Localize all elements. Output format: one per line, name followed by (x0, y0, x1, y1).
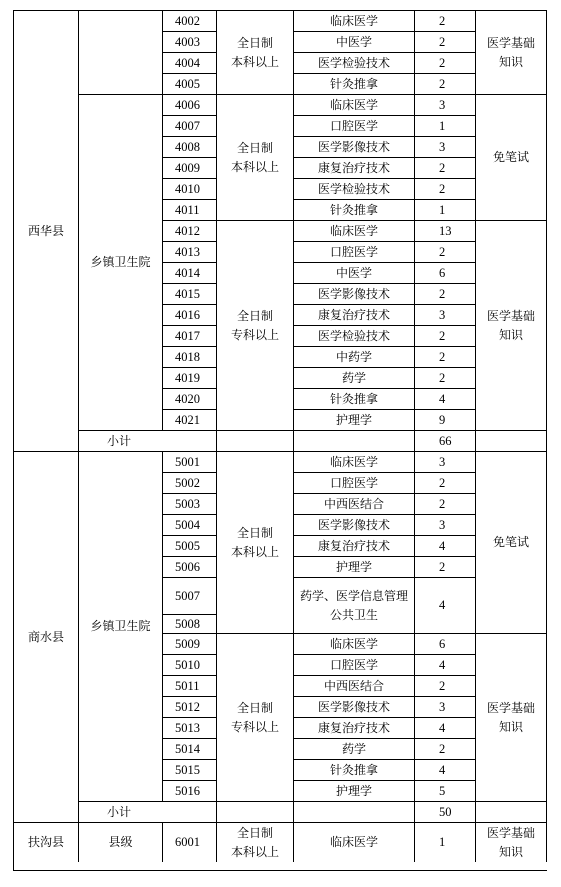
subtotal-label: 小计 (78, 801, 216, 822)
count-cell: 4 (414, 759, 475, 780)
post-code: 5002 (162, 472, 216, 493)
post-code: 5014 (162, 738, 216, 759)
major-cell: 口腔医学 (293, 115, 414, 136)
count-cell: 2 (414, 157, 475, 178)
major-cell: 临床医学 (293, 10, 414, 31)
post-code: 4016 (162, 304, 216, 325)
major-cell: 医学影像技术 (293, 283, 414, 304)
count-cell: 2 (414, 178, 475, 199)
major-cell: 药学、医学信息管理 公共卫生 (293, 577, 414, 633)
post-code: 5001 (162, 451, 216, 472)
count-cell: 2 (414, 10, 475, 31)
count-cell: 2 (414, 52, 475, 73)
education-cell: 全日制 本科以上 (216, 10, 293, 94)
major-cell: 临床医学 (293, 822, 414, 862)
count-cell: 2 (414, 241, 475, 262)
major-cell: 口腔医学 (293, 472, 414, 493)
education-cell: 全日制 本科以上 (216, 822, 293, 862)
major-cell: 口腔医学 (293, 654, 414, 675)
post-code: 4020 (162, 388, 216, 409)
education-cell: 全日制 专科以上 (216, 220, 293, 430)
subtotal-count: 50 (414, 801, 475, 822)
major-cell: 药学 (293, 367, 414, 388)
exam-cell: 医学基础 知识 (475, 822, 547, 862)
major-cell: 护理学 (293, 409, 414, 430)
exam-cell: 免笔试 (475, 94, 547, 220)
count-cell: 2 (414, 325, 475, 346)
major-cell: 临床医学 (293, 220, 414, 241)
post-code: 4010 (162, 178, 216, 199)
count-cell: 4 (414, 388, 475, 409)
post-code: 4019 (162, 367, 216, 388)
major-cell: 医学检验技术 (293, 325, 414, 346)
count-cell: 3 (414, 136, 475, 157)
post-code: 6001 (162, 822, 216, 862)
post-code: 5011 (162, 675, 216, 696)
count-cell: 9 (414, 409, 475, 430)
major-cell: 康复治疗技术 (293, 157, 414, 178)
count-cell: 4 (414, 577, 475, 633)
major-cell: 针灸推拿 (293, 73, 414, 94)
major-cell: 中药学 (293, 346, 414, 367)
count-cell: 2 (414, 367, 475, 388)
education-cell: 全日制 本科以上 (216, 451, 293, 633)
blank-cell (293, 430, 414, 451)
subtotal-count: 66 (414, 430, 475, 451)
count-cell: 4 (414, 535, 475, 556)
count-cell: 4 (414, 717, 475, 738)
major-cell: 医学影像技术 (293, 136, 414, 157)
post-code: 4014 (162, 262, 216, 283)
post-code: 5012 (162, 696, 216, 717)
count-cell: 1 (414, 115, 475, 136)
count-cell: 1 (414, 199, 475, 220)
major-cell: 中西医结合 (293, 675, 414, 696)
unit-cell: 乡镇卫生院 (78, 94, 162, 430)
major-cell: 中西医结合 (293, 493, 414, 514)
major-cell: 针灸推拿 (293, 388, 414, 409)
county-cell: 扶沟县 (13, 822, 78, 862)
post-code: 4015 (162, 283, 216, 304)
unit-cell: 乡镇卫生院 (78, 451, 162, 801)
count-cell: 2 (414, 31, 475, 52)
post-code: 4018 (162, 346, 216, 367)
post-code: 4004 (162, 52, 216, 73)
count-cell: 13 (414, 220, 475, 241)
count-cell: 3 (414, 94, 475, 115)
unit-cell: 县级 (78, 822, 162, 862)
major-cell: 针灸推拿 (293, 759, 414, 780)
post-code: 4002 (162, 10, 216, 31)
count-cell: 6 (414, 633, 475, 654)
major-cell: 康复治疗技术 (293, 717, 414, 738)
major-cell: 康复治疗技术 (293, 535, 414, 556)
blank-cell (216, 430, 293, 451)
count-cell: 2 (414, 346, 475, 367)
count-cell: 2 (414, 73, 475, 94)
post-code: 4011 (162, 199, 216, 220)
count-cell: 6 (414, 262, 475, 283)
exam-cell: 医学基础 知识 (475, 633, 547, 801)
blank-cell (216, 801, 293, 822)
major-cell: 中医学 (293, 262, 414, 283)
post-code: 5016 (162, 780, 216, 801)
major-cell: 医学影像技术 (293, 514, 414, 535)
major-cell: 医学检验技术 (293, 178, 414, 199)
county-cell: 商水县 (13, 451, 78, 822)
blank-cell (475, 430, 547, 451)
count-cell: 2 (414, 556, 475, 577)
post-code: 4017 (162, 325, 216, 346)
post-code: 5007 (162, 577, 216, 614)
major-cell: 医学影像技术 (293, 696, 414, 717)
count-cell: 2 (414, 493, 475, 514)
post-code: 5006 (162, 556, 216, 577)
table-left-border (13, 10, 14, 871)
post-code: 5010 (162, 654, 216, 675)
county-cell: 西华县 (13, 10, 78, 451)
count-cell: 1 (414, 822, 475, 862)
post-code: 4006 (162, 94, 216, 115)
post-code: 5003 (162, 493, 216, 514)
post-code: 5009 (162, 633, 216, 654)
post-code: 4008 (162, 136, 216, 157)
post-code: 5008 (162, 614, 216, 633)
post-code: 4003 (162, 31, 216, 52)
major-cell: 康复治疗技术 (293, 304, 414, 325)
count-cell: 2 (414, 675, 475, 696)
major-cell: 针灸推拿 (293, 199, 414, 220)
count-cell: 3 (414, 514, 475, 535)
major-cell: 临床医学 (293, 633, 414, 654)
post-code: 5004 (162, 514, 216, 535)
blank-cell (293, 801, 414, 822)
exam-cell: 免笔试 (475, 451, 547, 633)
count-cell: 3 (414, 451, 475, 472)
post-code: 4007 (162, 115, 216, 136)
post-code: 5005 (162, 535, 216, 556)
blank-cell (475, 801, 547, 822)
unit-cell (78, 10, 162, 94)
major-cell: 护理学 (293, 556, 414, 577)
table-bottom-border (13, 870, 547, 871)
major-cell: 中医学 (293, 31, 414, 52)
count-cell: 2 (414, 738, 475, 759)
post-code: 5013 (162, 717, 216, 738)
count-cell: 2 (414, 472, 475, 493)
count-cell: 3 (414, 304, 475, 325)
major-cell: 临床医学 (293, 94, 414, 115)
post-code: 4021 (162, 409, 216, 430)
count-cell: 2 (414, 283, 475, 304)
count-cell: 4 (414, 654, 475, 675)
major-cell: 临床医学 (293, 451, 414, 472)
post-code: 4005 (162, 73, 216, 94)
major-cell: 护理学 (293, 780, 414, 801)
education-cell: 全日制 专科以上 (216, 633, 293, 801)
major-cell: 医学检验技术 (293, 52, 414, 73)
count-cell: 5 (414, 780, 475, 801)
education-cell: 全日制 本科以上 (216, 94, 293, 220)
exam-cell: 医学基础 知识 (475, 10, 547, 94)
post-code: 5015 (162, 759, 216, 780)
major-cell: 药学 (293, 738, 414, 759)
count-cell: 3 (414, 696, 475, 717)
post-code: 4012 (162, 220, 216, 241)
subtotal-label: 小计 (78, 430, 216, 451)
exam-cell: 医学基础 知识 (475, 220, 547, 430)
major-cell: 口腔医学 (293, 241, 414, 262)
post-code: 4013 (162, 241, 216, 262)
post-code: 4009 (162, 157, 216, 178)
